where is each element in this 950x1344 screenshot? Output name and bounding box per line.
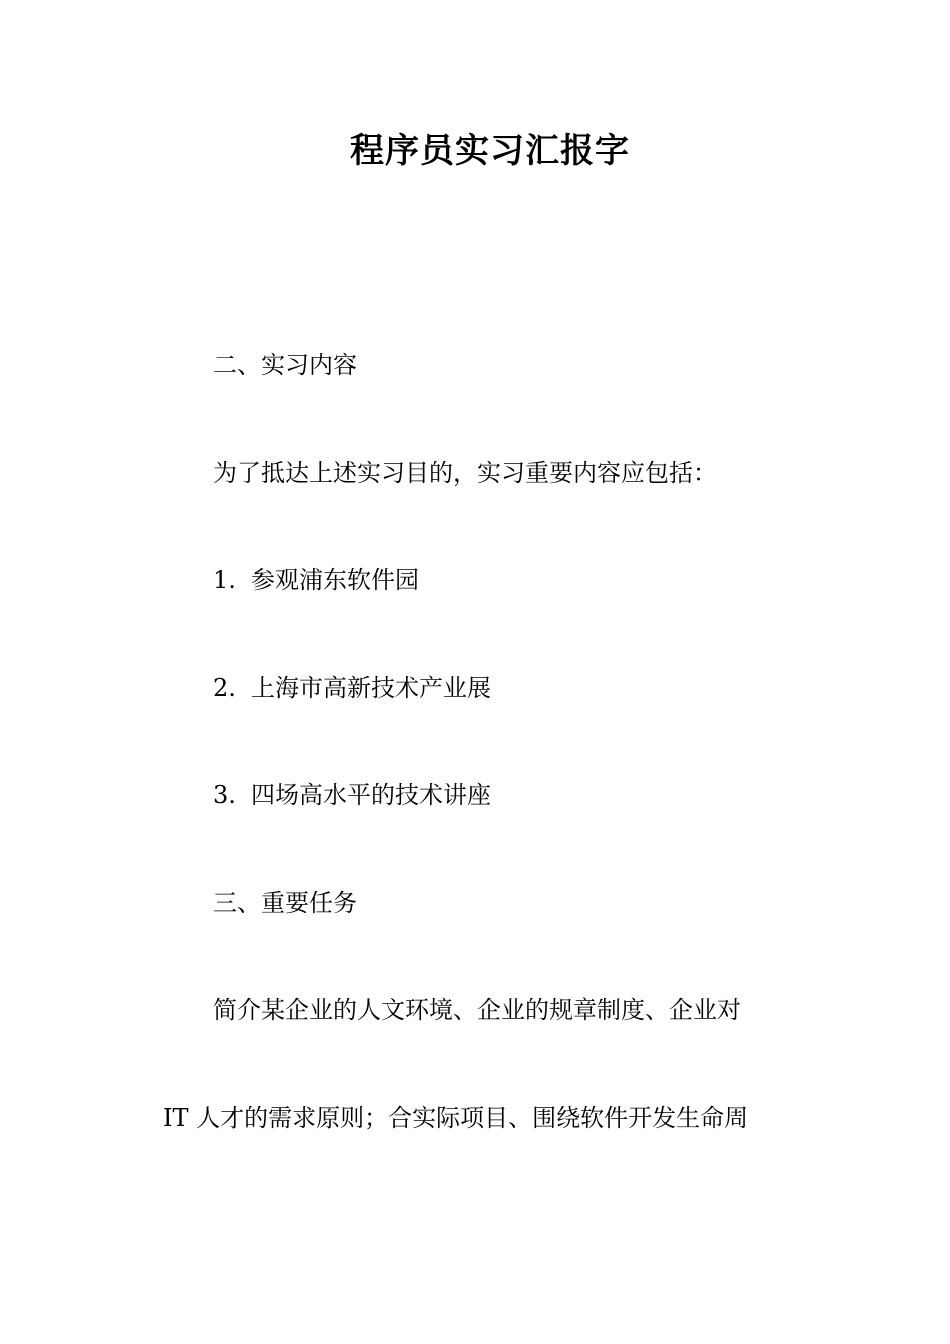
section-heading-tasks: 三、重要任务 [213, 889, 357, 917]
intro-paragraph: 为了抵达上述实习目的，实习重要内容应包括： [213, 459, 717, 487]
section-heading-content: 二、实习内容 [213, 351, 357, 379]
list-item-text: 参观浦东软件园 [251, 566, 419, 594]
list-item-text: 四场高水平的技术讲座 [251, 781, 491, 809]
page-title: 程序员实习汇报字 [350, 131, 630, 171]
list-item-number: 1. [213, 566, 236, 594]
body-paragraph-line: 简介某企业的人文环境、企业的规章制度、企业对 [213, 996, 741, 1024]
list-item [213, 778, 491, 812]
list-item-number: 3. [213, 781, 236, 809]
list-item-text: 上海市高新技术产业展 [251, 674, 491, 702]
list-item [213, 563, 419, 597]
body-paragraph-line: IT 人才的需求原则；合实际项目、围绕软件开发生命周 [163, 1104, 749, 1132]
list-item [213, 671, 491, 705]
list-item-number: 2. [213, 674, 236, 702]
